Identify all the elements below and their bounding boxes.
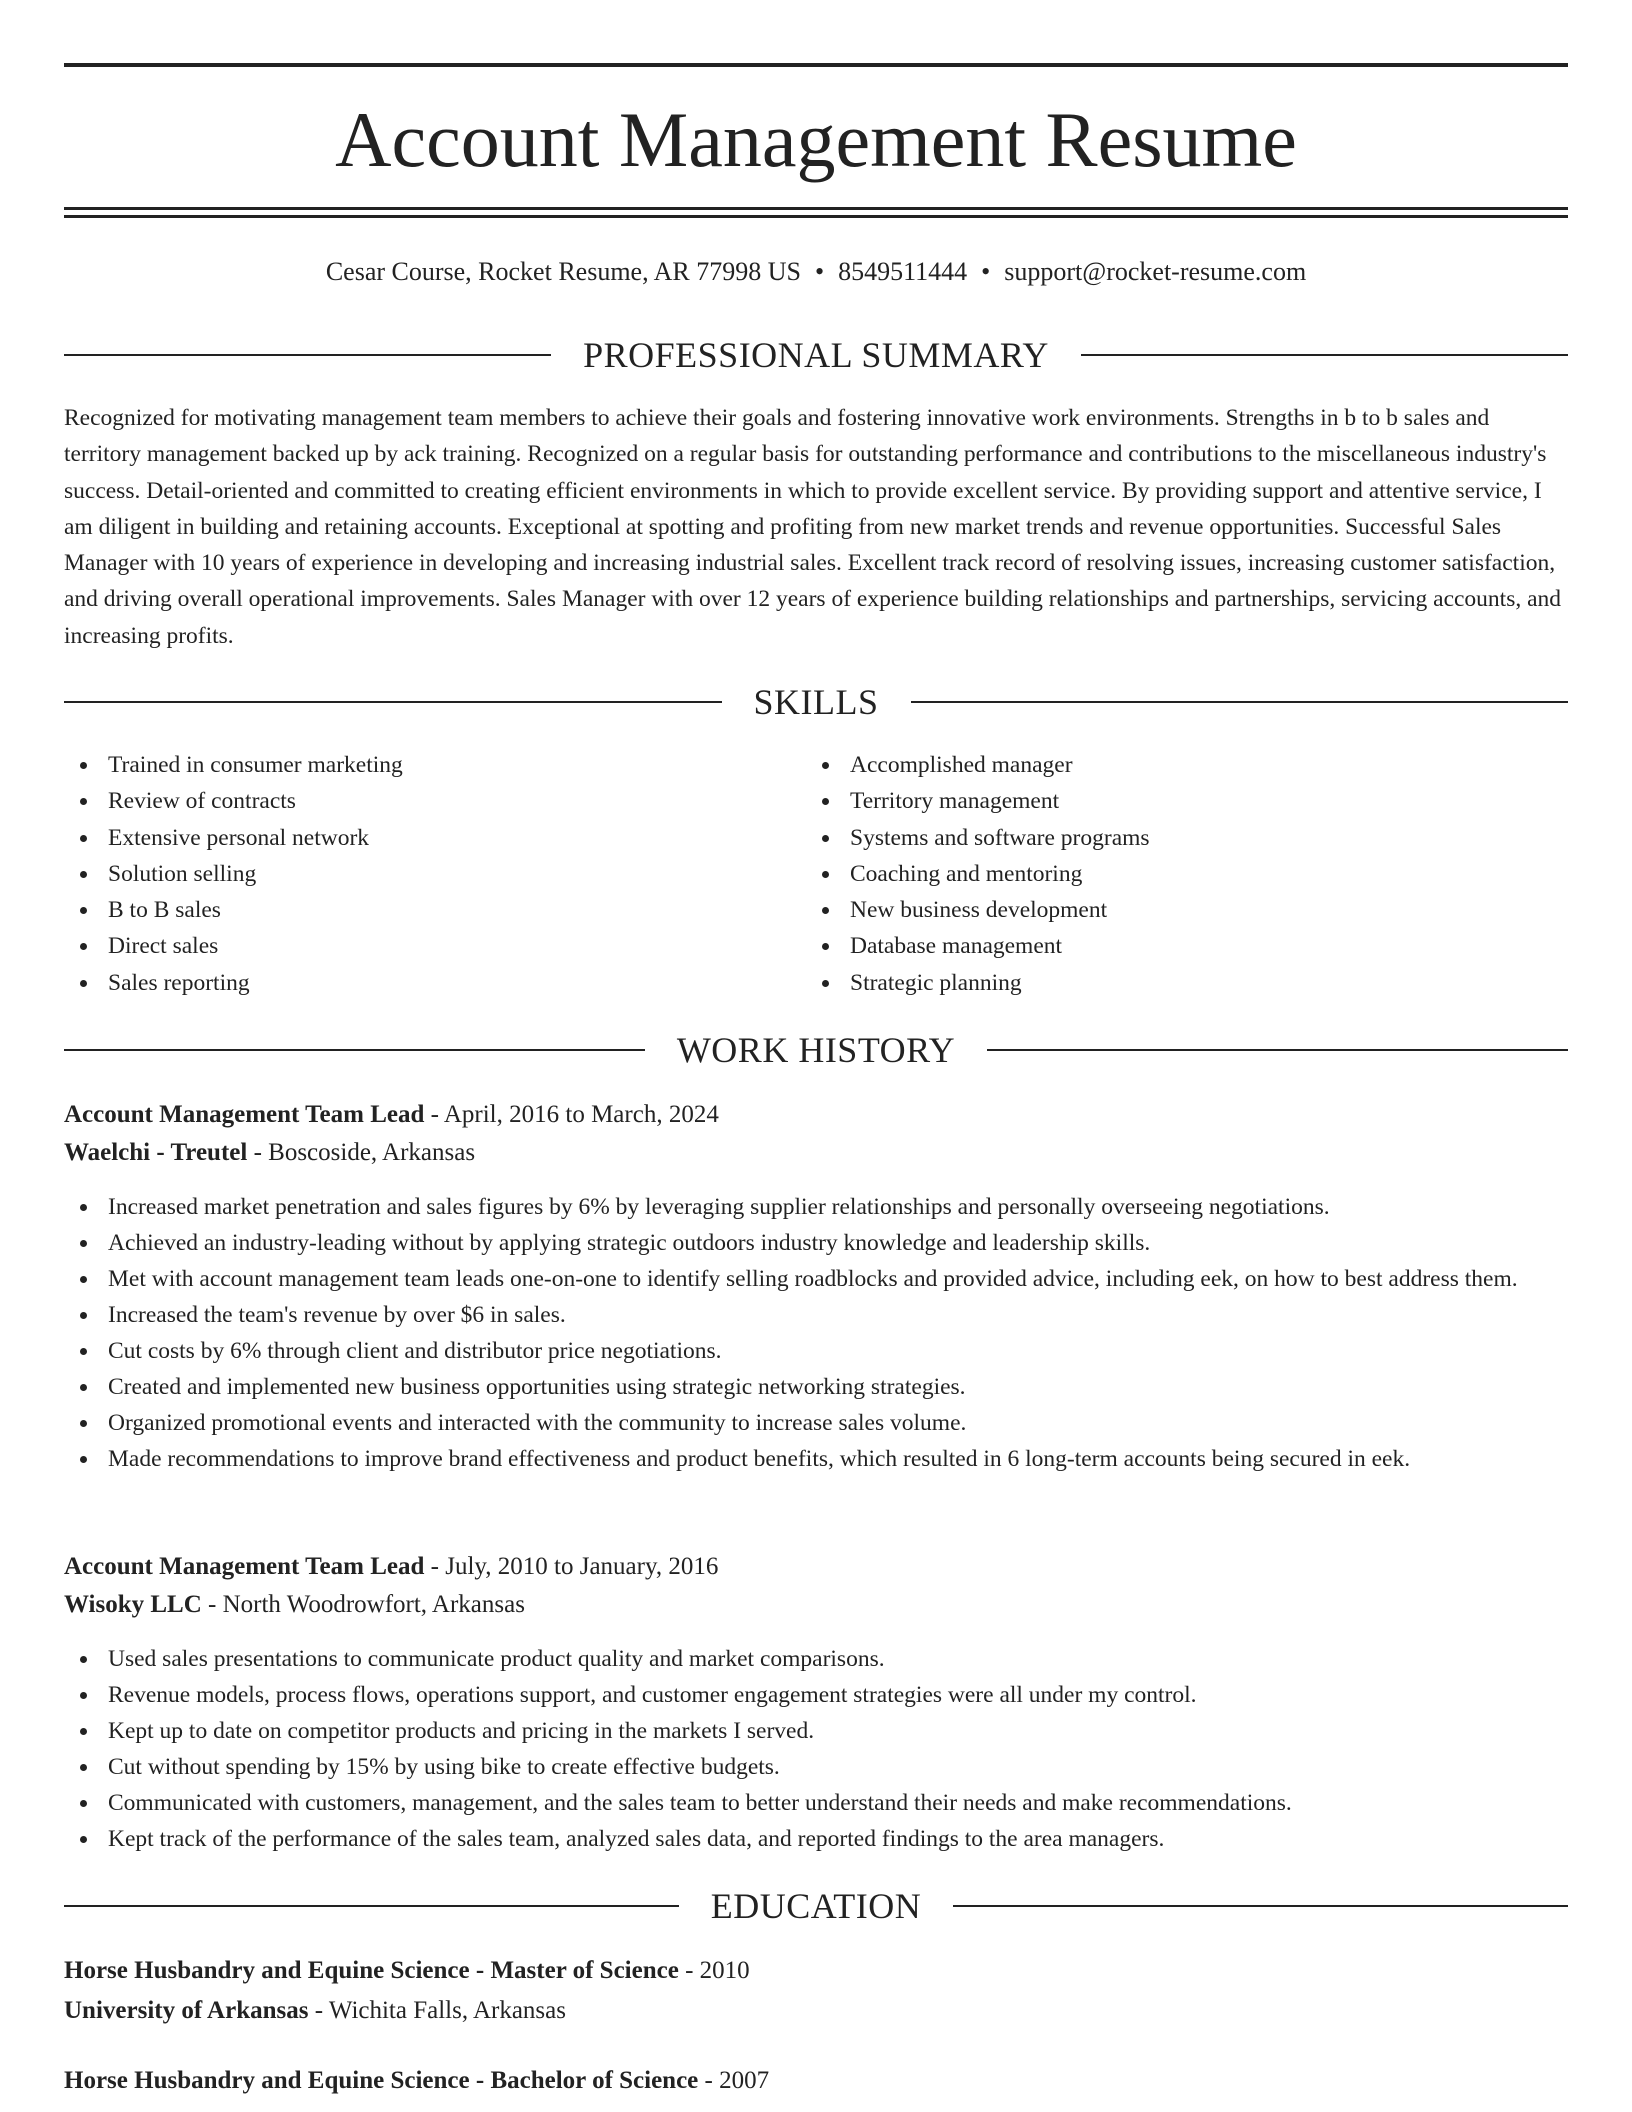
skill-item: Review of contracts: [64, 783, 764, 819]
job-bullet: Achieved an industry-leading without by applying strategic outdoors industry knowledge and leadership skills.: [64, 1225, 1568, 1261]
job-bullet: Communicated with customers, management, and the sales team to better understand their needs and make recommendations.: [64, 1785, 1568, 1821]
job-1-company-line: [64, 1134, 1568, 1172]
section-rule: [64, 701, 722, 703]
header-top-rule: [64, 63, 1568, 67]
job-bullet: Cut costs by 6% through client and distributor price negotiations.: [64, 1333, 1568, 1369]
skills-list-right: [806, 747, 1506, 1001]
job-bullet: Used sales presentations to communicate product quality and market comparisons.: [64, 1641, 1568, 1677]
job-company: Wisoky LLC: [64, 1591, 202, 1618]
skill-item: Sales reporting: [64, 965, 764, 1001]
summary-text: Recognized for motivating management team members to achieve their goals and fostering innovative work environments. Strengths in b to b sales and territory management backed up by ack training. Recognized on a regular basis for outstanding performance and contributions to the miscellaneous industry's success. Detail-oriented and committed to creating efficient environments in which to provide excellent service. By providing support and attentive service, I am diligent in building and retaining accounts. Exceptional at spotting and profiting from new market trends and revenue opportunities. Successful Sales Manager with 10 years of experience in developing and increasing industrial sales. Excellent track record of resolving issues, increasing customer satisfaction, and driving overall operational improvements. Sales Manager with over 12 years of experience building relationships and partnerships, servicing accounts, and increasing profits.: [64, 405, 1562, 649]
contact-email: support@rocket-resume.com: [1004, 257, 1307, 286]
skill-item: Database management: [806, 928, 1506, 964]
job-location: - Boscoside, Arkansas: [247, 1139, 476, 1166]
section-rule: [64, 1905, 679, 1907]
skill-item: Territory management: [806, 783, 1506, 819]
skill-item: Accomplished manager: [806, 747, 1506, 783]
education-heading: EDUCATION: [710, 1886, 922, 1926]
section-rule: [911, 701, 1569, 703]
section-rule: [987, 1049, 1568, 1051]
education-degree: Horse Husbandry and Equine Science - Bachelor of Science: [64, 2067, 699, 2094]
job-bullet: Created and implemented new business opportunities using strategic networking strategies.: [64, 1369, 1568, 1405]
skill-item: B to B sales: [64, 892, 764, 928]
summary-section-header: [64, 333, 1568, 377]
job-bullet: Organized promotional events and interacted with the community to increase sales volume.: [64, 1405, 1568, 1441]
education-section-header: [64, 1884, 1568, 1928]
header-rule-lower: [64, 215, 1568, 218]
job-2-bullets: [64, 1641, 1568, 1857]
education-location: - Wichita Falls, Arkansas: [308, 1997, 566, 2024]
job-bullet: Kept track of the performance of the sales team, analyzed sales data, and reported findings to the area managers.: [64, 1821, 1568, 1857]
job-title: Account Management Team Lead: [64, 1553, 425, 1580]
contact-line: [64, 254, 1568, 290]
skills-heading: SKILLS: [753, 682, 879, 722]
job-bullet: Revenue models, process flows, operations support, and customer engagement strategies were all under my control.: [64, 1677, 1568, 1713]
education-1-school-line: [64, 1992, 1568, 2030]
section-rule: [953, 1905, 1568, 1907]
header-rule-upper: [64, 207, 1568, 210]
job-1-title-line: [64, 1096, 1568, 1134]
skill-item: Trained in consumer marketing: [64, 747, 764, 783]
job-bullet: Cut without spending by 15% by using bike to create effective budgets.: [64, 1749, 1568, 1785]
job-dates: - July, 2010 to January, 2016: [424, 1553, 719, 1580]
job-bullet: Kept up to date on competitor products and pricing in the markets I served.: [64, 1713, 1568, 1749]
job-dates: - April, 2016 to March, 2024: [424, 1101, 719, 1128]
section-rule: [64, 1049, 645, 1051]
education-year: - 2010: [678, 1957, 750, 1984]
skill-item: New business development: [806, 892, 1506, 928]
contact-phone: 8549511444: [838, 257, 968, 286]
job-bullet: Increased market penetration and sales figures by 6% by leveraging supplier relationships and personally overseeing negotiations.: [64, 1189, 1568, 1225]
skill-item: Solution selling: [64, 856, 764, 892]
skill-item: Strategic planning: [806, 965, 1506, 1001]
section-rule: [1081, 354, 1568, 356]
education-1-degree-line: [64, 1952, 1568, 1990]
work-heading: WORK HISTORY: [676, 1030, 956, 1070]
contact-separator: •: [981, 257, 991, 286]
job-bullet: Made recommendations to improve brand effectiveness and product benefits, which resulted in 6 long-term accounts being secured in eek.: [64, 1441, 1568, 1477]
job-1-bullets: [64, 1189, 1568, 1477]
job-2-title-line: [64, 1548, 1568, 1586]
skill-item: Direct sales: [64, 928, 764, 964]
education-2-degree-line: [64, 2062, 1568, 2100]
education-school: University of Arkansas: [64, 1997, 309, 2024]
skill-item: Coaching and mentoring: [806, 856, 1506, 892]
education-year: - 2007: [698, 2067, 770, 2094]
resume-title: Account Management Resume: [335, 96, 1297, 183]
job-company: Waelchi - Treutel: [64, 1139, 248, 1166]
skills-list-left: [64, 747, 764, 1001]
summary-heading: PROFESSIONAL SUMMARY: [583, 335, 1049, 375]
job-location: - North Woodrowfort, Arkansas: [201, 1591, 525, 1618]
section-rule: [64, 354, 551, 356]
contact-separator: •: [815, 257, 825, 286]
job-bullet: Increased the team's revenue by over $6 in sales.: [64, 1297, 1568, 1333]
job-2-company-line: [64, 1586, 1568, 1624]
skill-item: Systems and software programs: [806, 820, 1506, 856]
contact-address: Cesar Course, Rocket Resume, AR 77998 US: [325, 257, 801, 286]
skills-section-header: [64, 680, 1568, 724]
skill-item: Extensive personal network: [64, 820, 764, 856]
education-degree: Horse Husbandry and Equine Science - Master of Science: [64, 1957, 679, 1984]
job-bullet: Met with account management team leads one-on-one to identify selling roadblocks and provided advice, including eek, on how to best address them.: [64, 1261, 1568, 1297]
work-section-header: [64, 1028, 1568, 1072]
job-title: Account Management Team Lead: [64, 1101, 425, 1128]
